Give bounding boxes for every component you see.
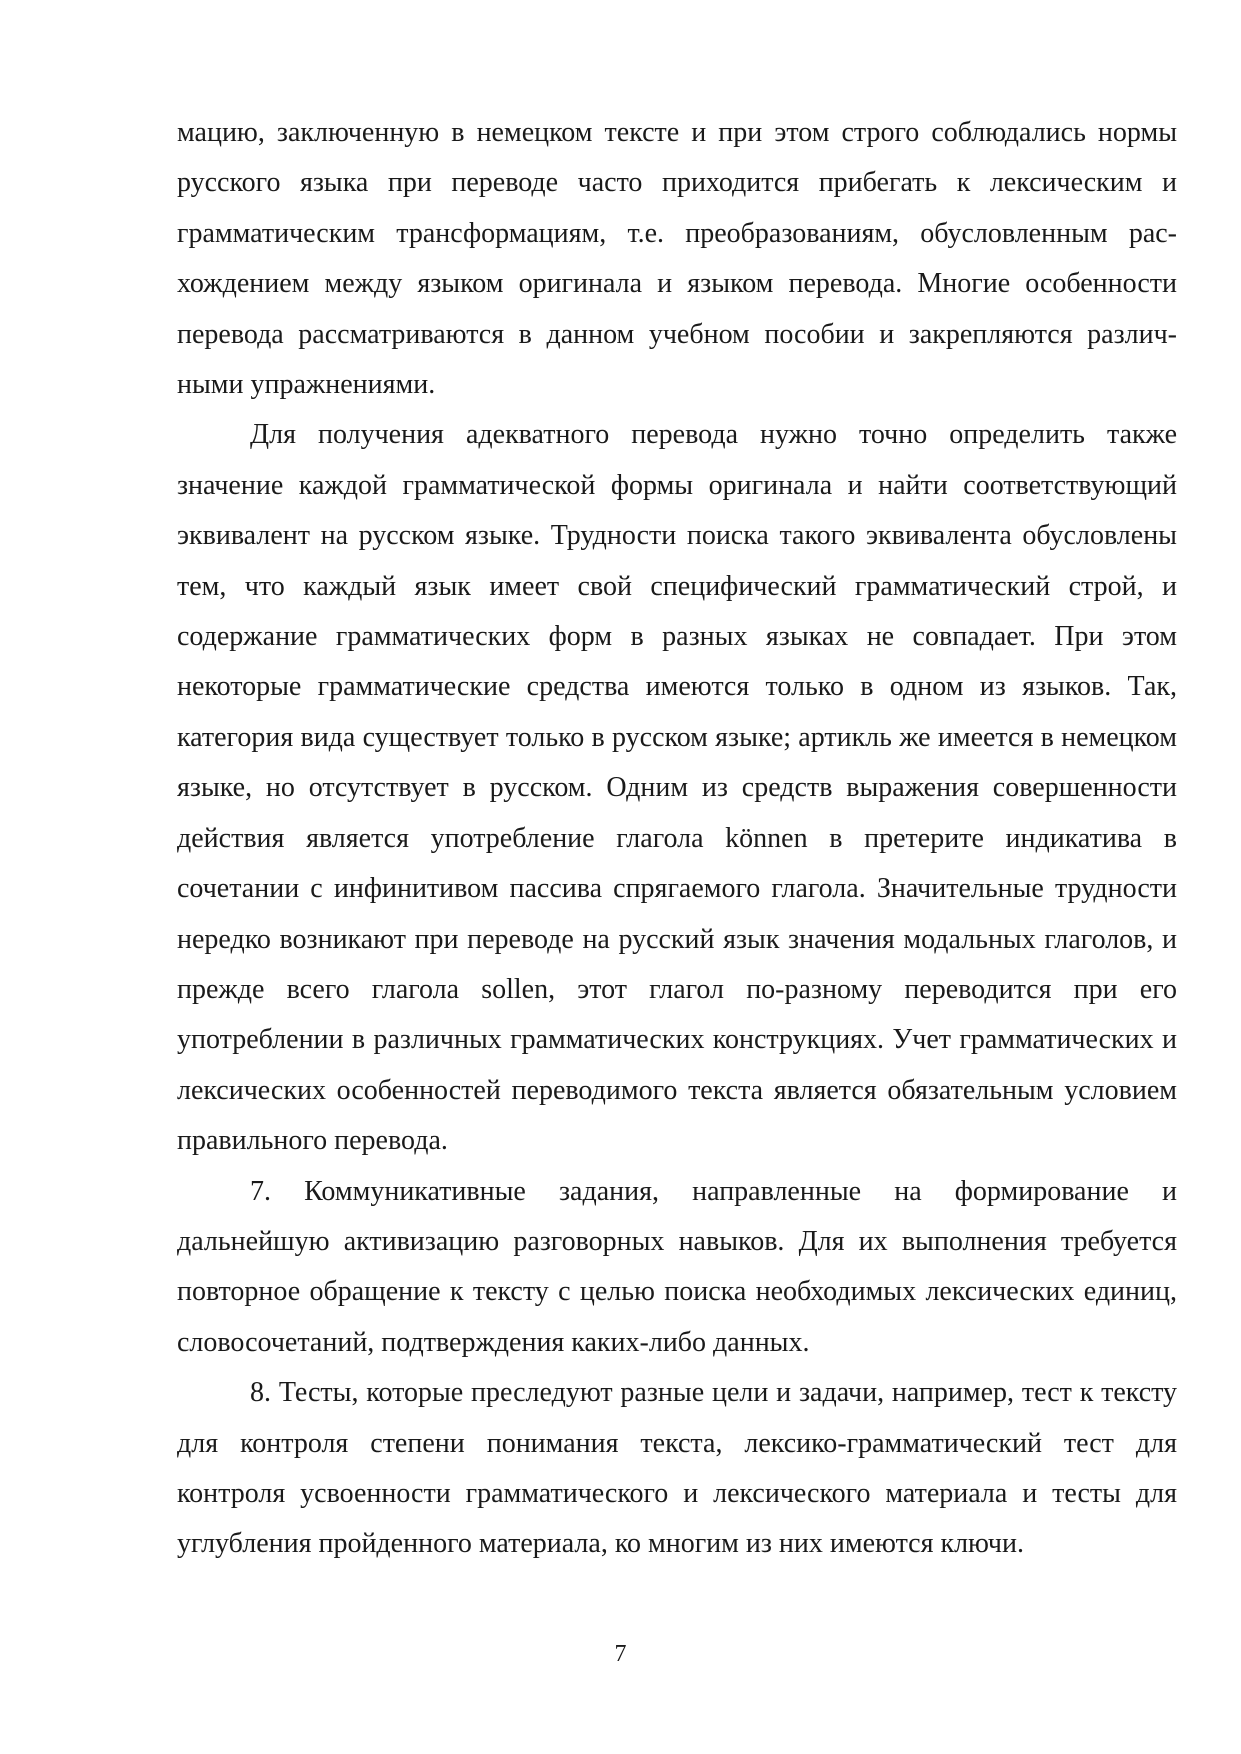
paragraph-item-7: 7. Коммуникативные задания, направленные на формирование и дальнейшую активизацию разговорных навыков. Для их выполнения требуется повторное обращение к тексту с целью поиска необходимых лексических единиц, словосочетаний, подтверждения каких-либо данных. — [177, 1175, 1177, 1358]
paragraph-translation-adequacy: Для получения адекватного перевода нужно точно определить также значение каждой грамматической формы оригинала и найти соответствующий эквивалент на русском языке. Трудности поиска такого эквивалента обусловлены тем, что каждый язык имеет свой специфический грамматический строй, и содержание грамматических форм в разных языках не совпадает. При этом некоторые грамматические средства имеются только в одном из языков. Так, категория вида существует только в русском языке; артикль же имеется в немецком языке, но отсутствует в русском. Одним из средств выражения совершенности действия является употребление глагола können в претерите индикатива в сочетании с инфинитивом пассива спрягаемого глагола. Значительные трудности нередко возникают при переводе на русский язык значения модальных глаголов, и прежде всего глагола sollen, этот глагол по-разному переводится при его употреблении в различных грамматических конструкциях. Учет грамматических и лексических особенностей переводимого текста является обязательным условием правильного перевода. — [177, 419, 1177, 1157]
paragraph-item-8: 8. Тесты, которые преследуют разные цели и задачи, например, тест к тексту для контроля степени понимания текста, лексико-грамматический тест для контроля усвоенности грамматического и лексического материала и тесты для углубления пройденного материала, ко многим из них имеются ключи. — [177, 1377, 1177, 1560]
paragraph-continued: мацию, заключенную в немецком тексте и при этом строго соблюдались нормы русского языка при переводе часто приходится прибегать к лексическим и грамматическим трансформациям, т.е. преобразованиям, обусловленным рас-хождением между языком оригинала и языком перевода. Многие особенности перевода рассматриваются в данном учебном пособии и закрепляются различ-ными упражнениями. — [177, 117, 1177, 401]
page-number: 7 — [614, 1641, 627, 1667]
body-text — [177, 108, 1177, 1570]
